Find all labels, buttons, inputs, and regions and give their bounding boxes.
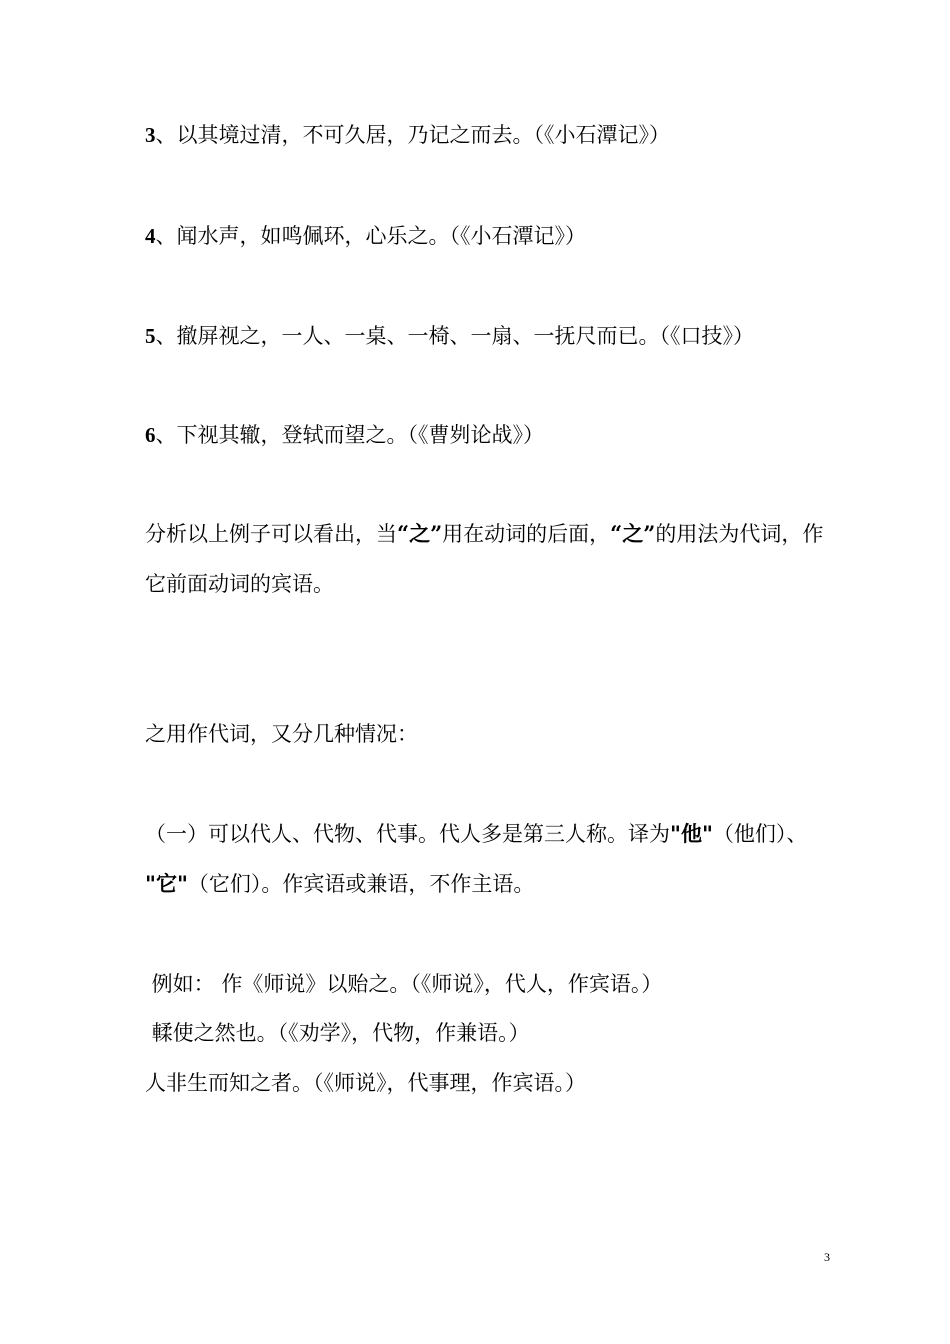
analysis-line-1 bbox=[145, 520, 823, 548]
point-one-text: （它们）。作宾语或兼语，不作主语。 bbox=[187, 872, 535, 896]
example-number: 4 bbox=[145, 224, 156, 248]
analysis-text: 它前面动词的宾语。 bbox=[145, 572, 334, 596]
point-one-text: （一）可以代人、代物、代事。代人多是第三人称。译为 bbox=[145, 822, 670, 846]
analysis-line-2 bbox=[145, 570, 334, 598]
example-text: 、下视其辙，登轼而望之。（《曹刿论战》） bbox=[155, 423, 544, 447]
example-number: 6 bbox=[145, 423, 156, 447]
quoted-ta-it: "它" bbox=[145, 871, 188, 896]
example-item-6 bbox=[145, 421, 544, 449]
point-one-line-2 bbox=[145, 870, 534, 898]
example-number: 5 bbox=[145, 324, 156, 348]
quoted-ta: "他" bbox=[670, 821, 713, 846]
example-text: 、撤屏视之，一人、一桌、一椅、一扇、一抚尺而已。（《口技》） bbox=[155, 324, 754, 348]
analysis-text: 用在动词的后面， bbox=[442, 522, 611, 546]
page-number: 3 bbox=[824, 1250, 830, 1264]
illustration-line-3 bbox=[145, 1069, 586, 1097]
point-one-line-1 bbox=[145, 820, 807, 848]
illustration-text: 例如： 作《师说》以贻之。（《师说》，代人，作宾语。） bbox=[145, 972, 663, 996]
quoted-zhi: “之” bbox=[610, 521, 656, 546]
example-item-4 bbox=[145, 222, 586, 250]
illustration-text: 輮使之然也。（《劝学》，代物，作兼语。） bbox=[145, 1021, 530, 1045]
section-intro-text: 之用作代词，又分几种情况： bbox=[145, 722, 418, 746]
example-text: 、以其境过清，不可久居，乃记之而去。（《小石潭记》） bbox=[155, 123, 670, 147]
quoted-zhi: “之” bbox=[397, 521, 443, 546]
point-one-text: （他们）、 bbox=[712, 822, 808, 846]
analysis-text: 的用法为代词，作 bbox=[655, 522, 824, 546]
example-item-3 bbox=[145, 121, 670, 149]
example-item-5 bbox=[145, 322, 754, 350]
analysis-text: 分析以上例子可以看出，当 bbox=[145, 522, 397, 546]
section-intro bbox=[145, 720, 418, 748]
example-number: 3 bbox=[145, 123, 156, 147]
illustration-line-1 bbox=[145, 970, 662, 998]
illustration-line-2 bbox=[145, 1019, 530, 1047]
example-text: 、闻水声，如鸣佩环，心乐之。（《小石潭记》） bbox=[155, 224, 586, 248]
illustration-text: 人非生而知之者。（《师说》，代事理，作宾语。） bbox=[145, 1071, 586, 1095]
